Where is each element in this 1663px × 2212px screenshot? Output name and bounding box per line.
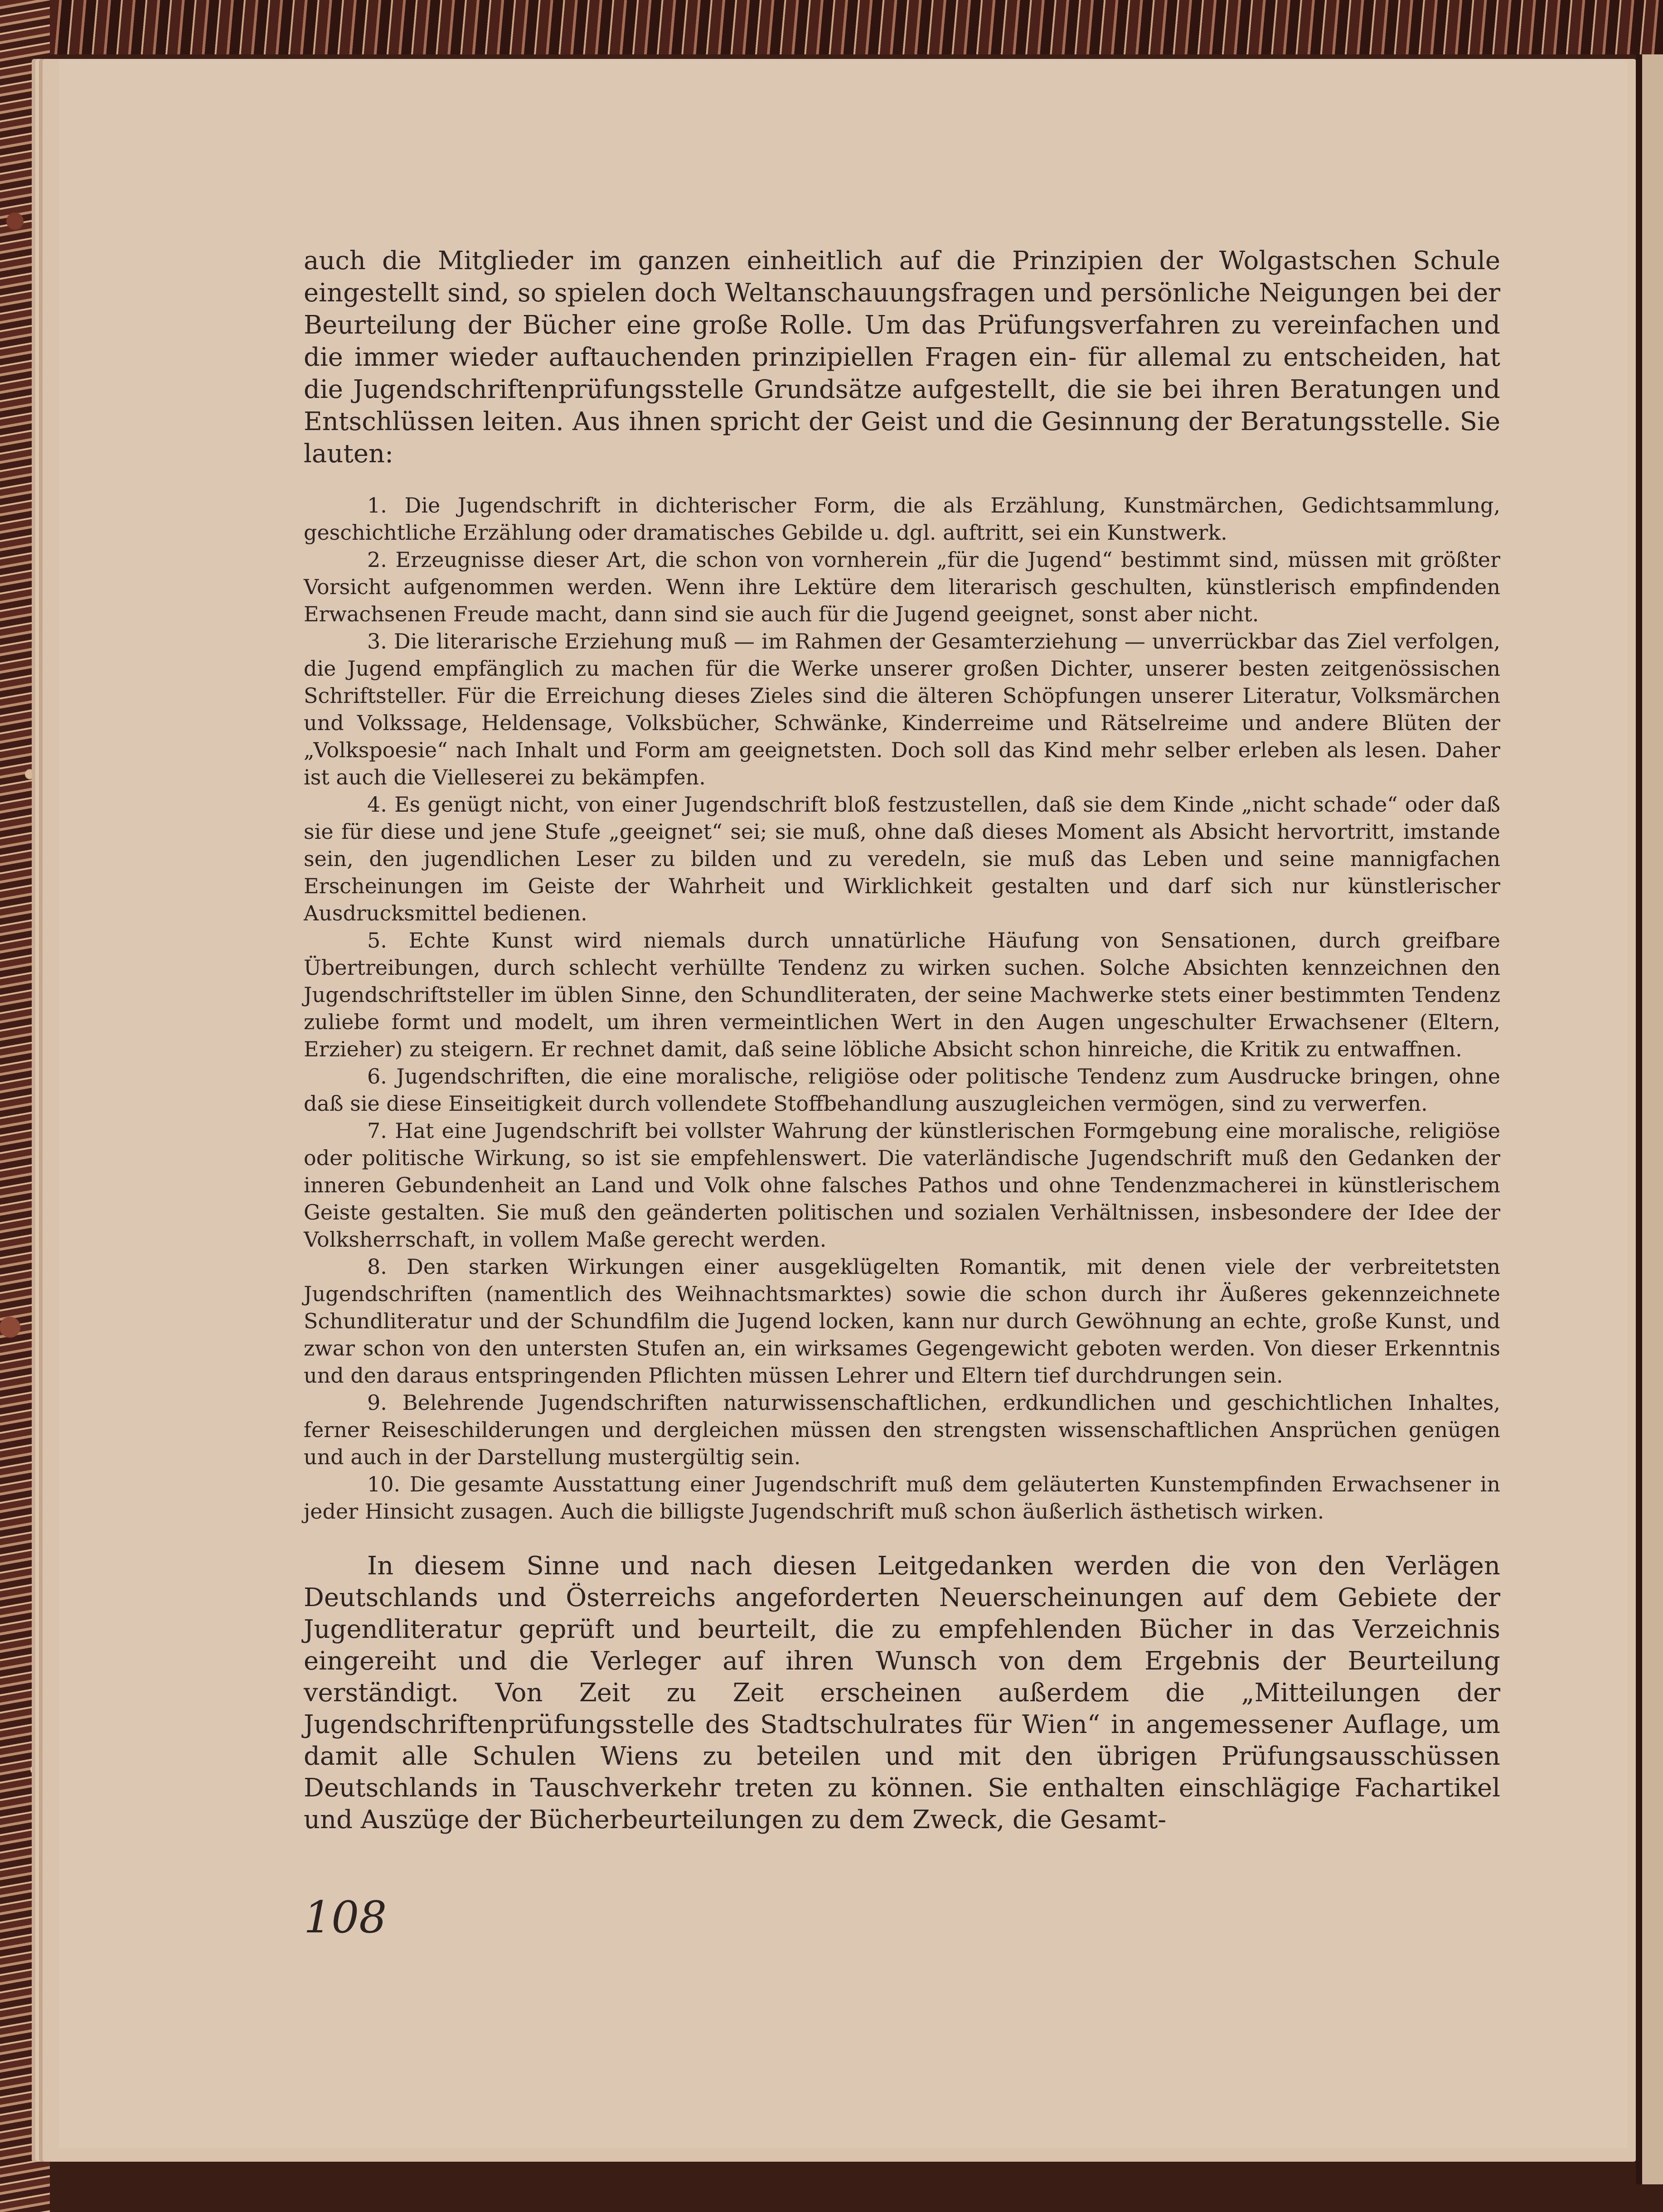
principle-item-8: 8. Den starken Wirkungen einer ausgeklügelten Romantik, mit denen viele der verbreitetsten Jugendschriften (namentlich des Weihnachtsmarktes) sowie die schon durch ihr Äußeres gekennzeichnete Schundliteratur und der Schundfilm die Jugend locken, kann nur durch Gewöhnung an echte, große Kunst, und zwar schon von den untersten Stufen an, ein wirksames Gegengewicht geboten werden. Von dieser Erkenntnis und den daraus entspringenden Pflichten müssen Lehrer und Eltern tief durchdrungen sein.: [304, 1254, 1500, 1388]
principle-item-4: 4. Es genügt nicht, von einer Jugendschrift bloß festzustellen, daß sie dem Kinde „nicht schade“ oder daß sie für diese und jene Stufe „geeignet“ sei; sie muß, ohne daß dieses Moment als Absicht hervortritt, imstande sein, den jugendlichen Leser zu bilden und zu veredeln, sie muß das Leben und seine mannigfachen Erscheinungen im Geiste der Wahrheit und Wirklichkeit gestalten und darf sich nur künstlerischer Ausdrucksmittel bedienen.: [304, 792, 1500, 925]
closing-section: [304, 1550, 1500, 1836]
intro-section: [304, 245, 1500, 470]
page-text: [304, 245, 1500, 1836]
principle-item-6: 6. Jugendschriften, die eine moralische, religiöse oder politische Tendenz zum Ausdrucke bringen, ohne daß sie diese Einseitigkeit durch vollendete Stoffbehandlung auszugleichen vermögen, sind zu verwerfen.: [304, 1064, 1500, 1116]
principle-item-10: 10. Die gesamte Ausstattung einer Jugendschrift muß dem geläuterten Kunstempfinden Erwachsener in jeder Hinsicht zusagen. Auch die billigste Jugendschrift muß schon äußerlich ästhetisch wirken.: [304, 1472, 1500, 1524]
page-number: 108: [304, 1892, 387, 1943]
principle-item-1: 1. Die Jugendschrift in dichterischer Form, die als Erzählung, Kunstmärchen, Gedichtsammlung, geschichtliche Erzählung oder dramatisches Gebilde u. dgl. auftritt, sei ein Kunstwerk.: [304, 493, 1500, 545]
closing-paragraph: In diesem Sinne und nach diesen Leitgedanken werden die von den Verlägen Deutschlands und Österreichs angeforderten Neuerscheinungen auf dem Gebiete der Jugendliteratur geprüft und beurteilt, die zu empfehlenden Bücher in das Verzeichnis eingereiht und die Verleger auf ihren Wunsch von dem Ergebnis der Beurteilung verständigt. Von Zeit zu Zeit erscheinen außerdem die „Mitteilungen der Jugendschriftenprüfungsstelle des Stadtschulrates für Wien“ in angemessener Auflage, um damit alle Schulen Wiens zu beteilen und mit den übrigen Prüfungsausschüssen Deutschlands in Tauschverkehr treten zu können. Sie enthalten einschlägige Fachartikel und Auszüge der Bücherbeurteilungen zu dem Zweck, die Gesamt-: [304, 1551, 1500, 1834]
principle-item-7: 7. Hat eine Jugendschrift bei vollster Wahrung der künstlerischen Formgebung eine moralische, religiöse oder politische Wirkung, so ist sie empfehlenswert. Die vaterländische Jugendschrift muß den Gedanken der inneren Gebundenheit an Land und Volk ohne falsches Pathos und ohne Tendenzmacherei in künstlerischem Geiste gestalten. Sie muß den geänderten politischen und sozialen Verhältnissen, insbesondere der Idee der Volksherrschaft, in vollem Maße gerecht werden.: [304, 1118, 1500, 1252]
principle-item-3: 3. Die literarische Erziehung muß — im Rahmen der Gesamterziehung — unverrückbar das Ziel verfolgen, die Jugend empfänglich zu machen für die Werke unserer großen Dichter, unserer besten zeitgenössischen Schriftsteller. Für die Erreichung dieses Zieles sind die älteren Schöpfungen unserer Literatur, Volksmärchen und Volkssage, Heldensage, Volksbücher, Schwänke, Kinderreime und Rätselreime und andere Blüten der „Volkspoesie“ nach Inhalt und Form am geeignetsten. Doch soll das Kind mehr selber erleben als lesen. Daher ist auch die Vielleserei zu bekämpfen.: [304, 629, 1500, 789]
principle-item-2: 2. Erzeugnisse dieser Art, die schon von vornherein „für die Jugend“ bestimmt sind, müssen mit größter Vorsicht aufgenommen werden. Wenn ihre Lektüre dem literarisch geschulten, künstlerisch empfindenden Erwachsenen Freude macht, dann sind sie auch für die Jugend geeignet, sonst aber nicht.: [304, 547, 1500, 626]
principle-item-9: 9. Belehrende Jugendschriften naturwissenschaftlichen, erdkundlichen und geschichtlichen Inhaltes, ferner Reiseschilderungen und dergleichen müssen den strengsten wissenschaftlichen Ansprüchen genügen und auch in der Darstellung mustergültig sein.: [304, 1390, 1500, 1469]
intro-paragraph: auch die Mitglieder im ganzen einheitlich auf die Prinzipien der Wolgastschen Schule eingestellt sind, so spielen doch Weltanschauungsfragen und persönliche Neigungen bei der Beurteilung der Bücher eine große Rolle. Um das Prüfungsverfahren zu vereinfachen und die immer wieder auftauchenden prinzipiellen Fragen ein- für allemal zu entscheiden, hat die Jugendschriftenprüfungsstelle Grundsätze aufgestellt, die sie bei ihren Beratungen und Entschlüssen leiten. Aus ihnen spricht der Geist und die Gesinnung der Beratungsstelle. Sie lauten:: [304, 246, 1500, 469]
marbled-top-edge: [0, 0, 1663, 54]
principle-item-5: 5. Echte Kunst wird niemals durch unnatürliche Häufung von Sensationen, durch greifbare Übertreibungen, durch schlecht verhüllte Tendenz zu wirken suchen. Solche Absichten kennzeichnen den Jugendschriftsteller im üblen Sinne, den Schundliteraten, der seine Machwerke stets einer bestimmten Tendenz zuliebe formt und modelt, um ihren vermeintlichen Wert in den Augen ungeschulter Erwachsener (Eltern, Erzieher) zu steigern. Er rechnet damit, daß seine löbliche Absicht schon hinreiche, die Kritik zu entwaffnen.: [304, 928, 1500, 1061]
principles-list: [304, 492, 1500, 1525]
facing-page-edge: [1636, 54, 1663, 2184]
